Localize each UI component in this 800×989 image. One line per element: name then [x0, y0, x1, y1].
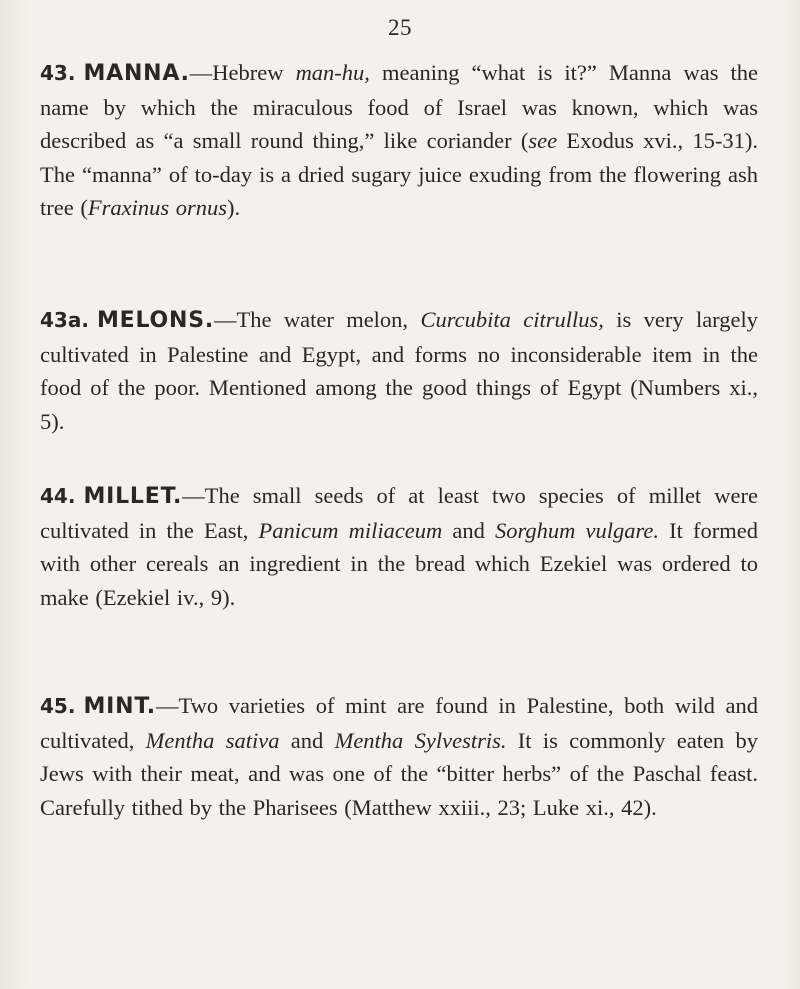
- entry-text: —Hebrew: [189, 60, 296, 85]
- entry-text: —The small seeds of at least two species of millet were cultivated in the East,: [40, 483, 758, 543]
- italic-term: Fraxinus ornus: [87, 195, 227, 220]
- italic-term: man-hu,: [295, 60, 370, 85]
- entry-text: Exodus xvi., 15-31). The “manna” of to-day is a dried sugary juice exuding from the flowering ash tree (: [40, 128, 758, 220]
- entry-text: It is commonly eaten by Jews with their meat, and was one of the “bitter herbs” of the Paschal feast. Carefully tithed by the Pharisees (Matthew xxiii., 23; Luke xi., 42).: [40, 727, 758, 820]
- entry-number: 43a.: [40, 308, 89, 332]
- entry-number: 45.: [40, 694, 76, 718]
- page-number: 25: [388, 15, 412, 40]
- entry-manna: [40, 56, 758, 225]
- italic-term: Mentha sativa: [145, 727, 280, 753]
- entry-heading: MELONS.: [96, 308, 215, 333]
- italic-term: Sorghum vulgare.: [495, 517, 660, 543]
- entry-heading: MILLET.: [83, 484, 183, 509]
- entry-text: is very largely cultivated in Palestine and Egypt, and forms no inconsiderable item in the food of the poor. Mentioned among the good things of Egypt (Numbers xi., 5).: [40, 307, 759, 434]
- entry-mint: [40, 689, 758, 824]
- entry-text: ).: [226, 195, 241, 220]
- italic-term: Curcubita citrullus,: [420, 307, 604, 332]
- italic-term: Panicum miliaceum: [258, 517, 443, 543]
- entry-heading: MANNA.: [83, 61, 190, 86]
- entry-text: and: [279, 727, 335, 753]
- entry-number: 43.: [40, 61, 76, 85]
- entry-text: —The water melon,: [214, 307, 421, 332]
- entry-melons: [40, 303, 758, 438]
- entry-text: It formed with other cereals an ingredient in the bread which Ezekiel was ordered to make (Ezekiel iv., 9).: [40, 517, 758, 610]
- entry-heading: MINT.: [83, 694, 156, 719]
- entry-millet: [40, 479, 758, 614]
- italic-term: see: [528, 128, 558, 153]
- entry-number: 44.: [40, 484, 76, 508]
- entry-text: and: [442, 517, 495, 543]
- entry-text: —Two varieties of mint are found in Palestine, both wild and cultivated,: [40, 693, 758, 753]
- italic-term: Mentha Sylvestris.: [334, 727, 507, 753]
- entry-text: meaning “what is it?” Manna was the name by which the miraculous food of Israel was known, which was described as “a small round thing,” like coriander (: [40, 60, 759, 153]
